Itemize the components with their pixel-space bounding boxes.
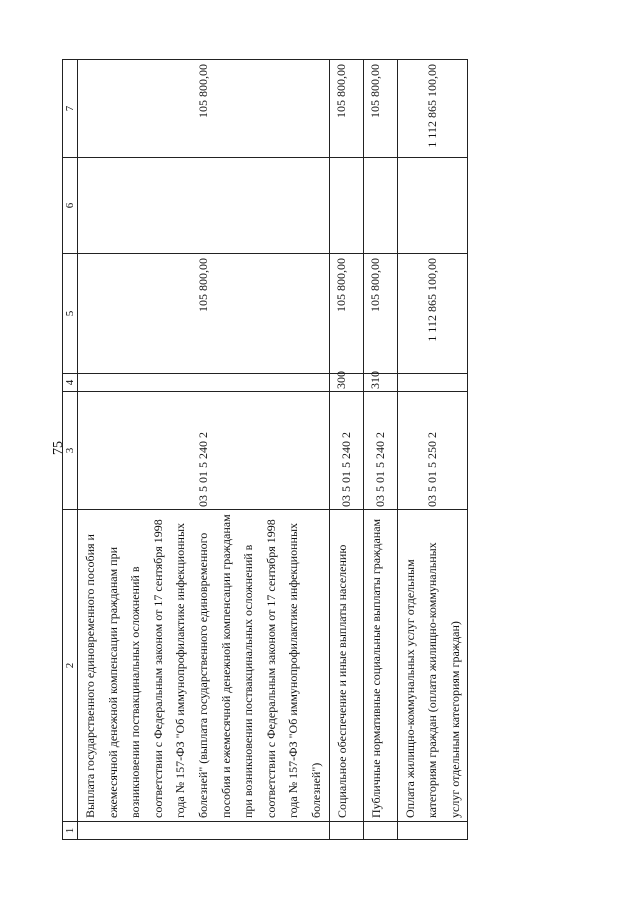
column-header: 1 (63, 822, 78, 840)
column-header: 5 (63, 254, 78, 374)
expense-kind-cell: 300 (329, 374, 363, 392)
item-name-cell: Социальное обеспечение и иные выплаты населению (329, 510, 363, 822)
amount-col5-cell: 105 800,00 (363, 254, 397, 374)
expense-kind-cell (397, 374, 468, 392)
amount-col6-cell (78, 158, 330, 254)
column-header: 3 (63, 392, 78, 510)
amount-col7-cell: 1 112 865 100,00 (397, 60, 468, 158)
classification-code-cell: 03 5 01 5 240 2 (363, 392, 397, 510)
table-row (363, 60, 397, 840)
amount-col5-cell: 1 112 865 100,00 (397, 254, 468, 374)
table-row (329, 60, 363, 840)
expense-kind-cell: 310 (363, 374, 397, 392)
column-header: 7 (63, 60, 78, 158)
row-index-cell (363, 822, 397, 840)
row-index-cell (329, 822, 363, 840)
table-header-row (63, 60, 78, 840)
row-index-cell (397, 822, 468, 840)
amount-col7-cell: 105 800,00 (329, 60, 363, 158)
amount-col7-cell: 105 800,00 (363, 60, 397, 158)
classification-code-cell: 03 5 01 5 250 2 (397, 392, 468, 510)
table-row (397, 60, 468, 840)
item-name-cell: Выплата государственного единовременного пособия и ежемесячной денежной компенсации гражданам при возникновении поствакцинальных осложнений в соответствии с Федеральным законом от 17 сентября 1998 года № 157-ФЗ "Об иммунопрофилактике инфекционных болезней" (выплата государственного единовременного пособия и ежемесячной денежной компенсации гражданам при возникновении поствакцинальных осложнений в соответствии с Федеральным законом от 17 сентября 1998 года № 157-ФЗ "Об иммунопрофилактике инфекционных болезней") (78, 510, 330, 822)
page-number: 75 (51, 441, 66, 455)
rotated-table-container (62, 60, 462, 840)
amount-col5-cell: 105 800,00 (329, 254, 363, 374)
classification-code-cell: 03 5 01 5 240 2 (329, 392, 363, 510)
amount-col6-cell (397, 158, 468, 254)
expense-kind-cell (78, 374, 330, 392)
amount-col6-cell (329, 158, 363, 254)
amount-col6-cell (363, 158, 397, 254)
row-index-cell (78, 822, 330, 840)
budget-table (62, 59, 468, 840)
amount-col5-cell: 105 800,00 (78, 254, 330, 374)
table-row (78, 60, 330, 840)
column-header: 2 (63, 510, 78, 822)
column-header: 6 (63, 158, 78, 254)
classification-code-cell: 03 5 01 5 240 2 (78, 392, 330, 510)
amount-col7-cell: 105 800,00 (78, 60, 330, 158)
item-name-cell: Публичные нормативные социальные выплаты гражданам (363, 510, 397, 822)
column-header: 4 (63, 374, 78, 392)
item-name-cell: Оплата жилищно-коммунальных услуг отдельным категориям граждан (оплата жилищно-коммунальных услуг отдельным категориям граждан) (397, 510, 468, 822)
